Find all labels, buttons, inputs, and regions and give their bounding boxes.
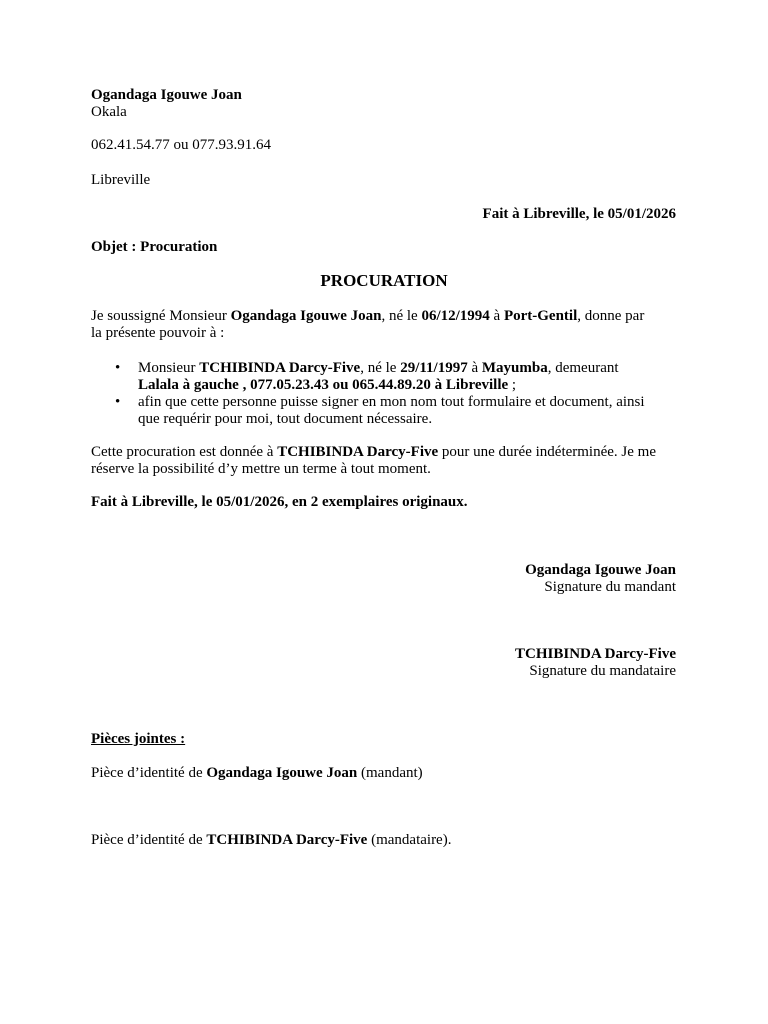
bullet-1-line1: Monsieur TCHIBINDA Darcy-Five, né le 29/11/1997 à Mayumba, demeurant (138, 360, 619, 376)
closing-line: Fait à Libreville, le 05/01/2026, en 2 exemplaires originaux. (91, 494, 468, 510)
attachment-item: Pièce d’identité de TCHIBINDA Darcy-Five (mandataire). (91, 832, 452, 848)
sender-name: Ogandaga Igouwe Joan (91, 87, 242, 103)
object-line: Objet : Procuration (91, 239, 218, 255)
bullet-2-line1: afin que cette personne puisse signer en mon nom tout formulaire et document, ainsi (138, 394, 645, 410)
sender-city: Libreville (91, 172, 151, 188)
mandataire-name: TCHIBINDA Darcy-Five (515, 646, 676, 662)
intro-paragraph-line1: Je soussigné Monsieur Ogandaga Igouwe Joan, né le 06/12/1994 à Port-Gentil, donne par (91, 308, 645, 324)
bullet-icon: • (115, 394, 121, 410)
intro-paragraph-line2: la présente pouvoir à : (91, 325, 225, 341)
attachment-item: Pièce d’identité de Ogandaga Igouwe Joan (mandant) (91, 765, 423, 781)
sender-place: Okala (91, 104, 127, 120)
mandant-signature-label: Signature du mandant (544, 579, 676, 595)
duration-paragraph-line2: réserve la possibilité d’y mettre un terme à tout moment. (91, 461, 431, 477)
document-title: PROCURATION (320, 271, 448, 290)
bullet-1-line2: Lalala à gauche , 077.05.23.43 ou 065.44.89.20 à Libreville ; (138, 377, 517, 393)
mandataire-signature-label: Signature du mandataire (529, 663, 676, 679)
duration-paragraph-line1: Cette procuration est donnée à TCHIBINDA Darcy-Five pour une durée indéterminée. Je me (91, 444, 656, 460)
mandant-name: Ogandaga Igouwe Joan (525, 562, 676, 578)
sender-phones: 062.41.54.77 ou 077.93.91.64 (91, 137, 271, 153)
date-line: Fait à Libreville, le 05/01/2026 (482, 206, 676, 222)
attachments-heading: Pièces jointes : (91, 731, 186, 747)
bullet-icon: • (115, 360, 121, 376)
bullet-2-line2: que requérir pour moi, tout document nécessaire. (138, 411, 433, 427)
